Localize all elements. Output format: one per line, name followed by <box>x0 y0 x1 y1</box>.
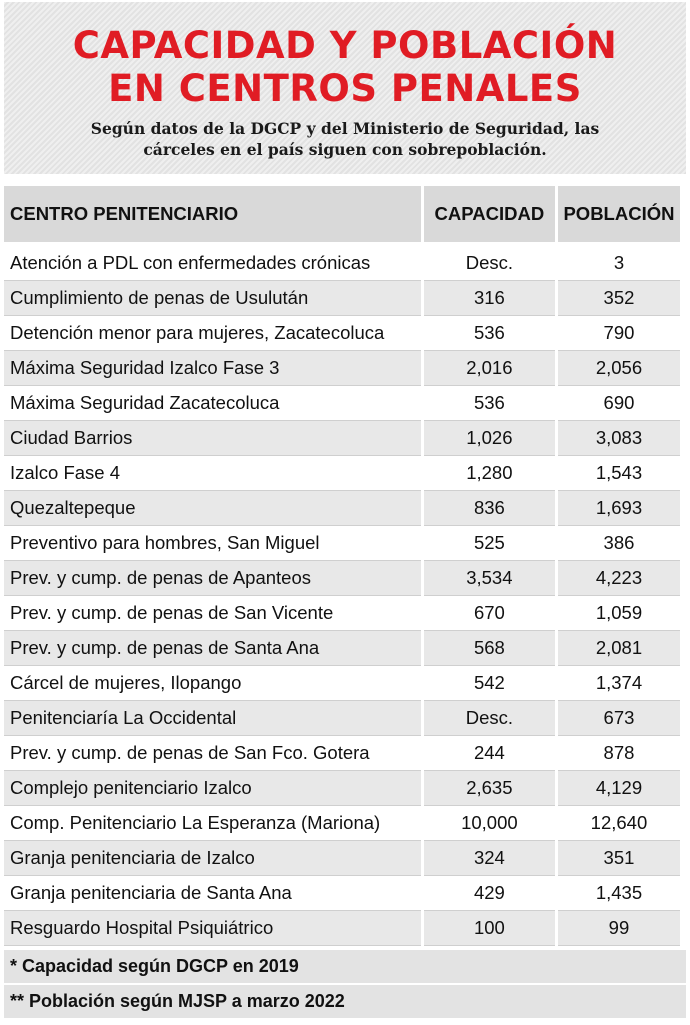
cell-poblacion: 12,640 <box>558 806 680 841</box>
cell-centro: Complejo penitenciario Izalco <box>4 771 421 806</box>
table-row <box>4 771 680 806</box>
column-header-poblacion: POBLACIÓN <box>558 186 680 246</box>
cell-poblacion: 4,223 <box>558 561 680 596</box>
table-row <box>4 386 680 421</box>
table-row <box>4 736 680 771</box>
table-row <box>4 491 680 526</box>
cell-capacidad: 10,000 <box>424 806 555 841</box>
column-header-centro: CENTRO PENITENCIARIO <box>4 186 421 246</box>
cell-poblacion: 2,056 <box>558 351 680 386</box>
cell-capacidad: 536 <box>424 386 555 421</box>
cell-centro: Cárcel de mujeres, Ilopango <box>4 666 421 701</box>
cell-poblacion: 1,435 <box>558 876 680 911</box>
table-row <box>4 526 680 561</box>
cell-poblacion: 99 <box>558 911 680 946</box>
cell-poblacion: 352 <box>558 281 680 316</box>
cell-capacidad: 244 <box>424 736 555 771</box>
cell-capacidad: 525 <box>424 526 555 561</box>
table-row <box>4 911 680 946</box>
cell-capacidad: 1,280 <box>424 456 555 491</box>
cell-centro: Máxima Seguridad Zacatecoluca <box>4 386 421 421</box>
cell-poblacion: 2,081 <box>558 631 680 666</box>
footnote-capacidad: * Capacidad según DGCP en 2019 <box>4 950 686 983</box>
cell-capacidad: 1,026 <box>424 421 555 456</box>
cell-centro: Quezaltepeque <box>4 491 421 526</box>
cell-capacidad: 542 <box>424 666 555 701</box>
cell-centro: Prev. y cump. de penas de Apanteos <box>4 561 421 596</box>
title-line-2: EN CENTROS PENALES <box>108 67 582 110</box>
table-row <box>4 806 680 841</box>
cell-capacidad: 324 <box>424 841 555 876</box>
capacity-population-table <box>1 186 683 946</box>
title-line-1: CAPACIDAD Y POBLACIÓN <box>72 24 618 67</box>
cell-capacidad: 429 <box>424 876 555 911</box>
column-header-capacidad: CAPACIDAD <box>424 186 555 246</box>
cell-poblacion: 1,543 <box>558 456 680 491</box>
cell-centro: Prev. y cump. de penas de San Fco. Gotera <box>4 736 421 771</box>
cell-poblacion: 3 <box>558 246 680 281</box>
cell-capacidad: 2,016 <box>424 351 555 386</box>
cell-capacidad: 316 <box>424 281 555 316</box>
cell-capacidad: 836 <box>424 491 555 526</box>
cell-centro: Atención a PDL con enfermedades crónicas <box>4 246 421 281</box>
page-title <box>4 24 686 110</box>
cell-poblacion: 673 <box>558 701 680 736</box>
cell-centro: Prev. y cump. de penas de Santa Ana <box>4 631 421 666</box>
cell-capacidad: 568 <box>424 631 555 666</box>
header-panel <box>4 2 686 174</box>
table-row <box>4 631 680 666</box>
cell-centro: Prev. y cump. de penas de San Vicente <box>4 596 421 631</box>
cell-centro: Ciudad Barrios <box>4 421 421 456</box>
table-row <box>4 421 680 456</box>
cell-poblacion: 386 <box>558 526 680 561</box>
data-table-container <box>4 186 686 946</box>
table-row <box>4 281 680 316</box>
subtitle-line-2: cárceles en el país siguen con sobrepoblación. <box>143 140 547 159</box>
cell-centro: Granja penitenciaria de Izalco <box>4 841 421 876</box>
cell-centro: Penitenciaría La Occidental <box>4 701 421 736</box>
cell-poblacion: 790 <box>558 316 680 351</box>
cell-capacidad: Desc. <box>424 701 555 736</box>
cell-poblacion: 4,129 <box>558 771 680 806</box>
cell-poblacion: 1,374 <box>558 666 680 701</box>
cell-poblacion: 690 <box>558 386 680 421</box>
cell-centro: Comp. Penitenciario La Esperanza (Mariona) <box>4 806 421 841</box>
cell-centro: Preventivo para hombres, San Miguel <box>4 526 421 561</box>
table-row <box>4 876 680 911</box>
subtitle-line-1: Según datos de la DGCP y del Ministerio de Seguridad, las <box>90 119 600 138</box>
table-row <box>4 351 680 386</box>
table-row <box>4 666 680 701</box>
cell-poblacion: 1,693 <box>558 491 680 526</box>
page-subtitle <box>4 118 686 160</box>
cell-capacidad: 536 <box>424 316 555 351</box>
cell-capacidad: 2,635 <box>424 771 555 806</box>
cell-capacidad: Desc. <box>424 246 555 281</box>
table-body <box>4 246 680 946</box>
cell-centro: Detención menor para mujeres, Zacatecoluca <box>4 316 421 351</box>
table-row <box>4 596 680 631</box>
cell-capacidad: 100 <box>424 911 555 946</box>
cell-capacidad: 670 <box>424 596 555 631</box>
footnote-poblacion: ** Población según MJSP a marzo 2022 <box>4 985 686 1018</box>
cell-centro: Izalco Fase 4 <box>4 456 421 491</box>
cell-centro: Resguardo Hospital Psiquiátrico <box>4 911 421 946</box>
table-row <box>4 316 680 351</box>
table-header-row <box>4 186 680 246</box>
cell-capacidad: 3,534 <box>424 561 555 596</box>
table-row <box>4 561 680 596</box>
cell-poblacion: 878 <box>558 736 680 771</box>
cell-centro: Máxima Seguridad Izalco Fase 3 <box>4 351 421 386</box>
table-row <box>4 841 680 876</box>
cell-poblacion: 351 <box>558 841 680 876</box>
table-row <box>4 701 680 736</box>
cell-centro: Granja penitenciaria de Santa Ana <box>4 876 421 911</box>
cell-poblacion: 1,059 <box>558 596 680 631</box>
table-row <box>4 456 680 491</box>
table-row <box>4 246 680 281</box>
cell-centro: Cumplimiento de penas de Usulután <box>4 281 421 316</box>
cell-poblacion: 3,083 <box>558 421 680 456</box>
